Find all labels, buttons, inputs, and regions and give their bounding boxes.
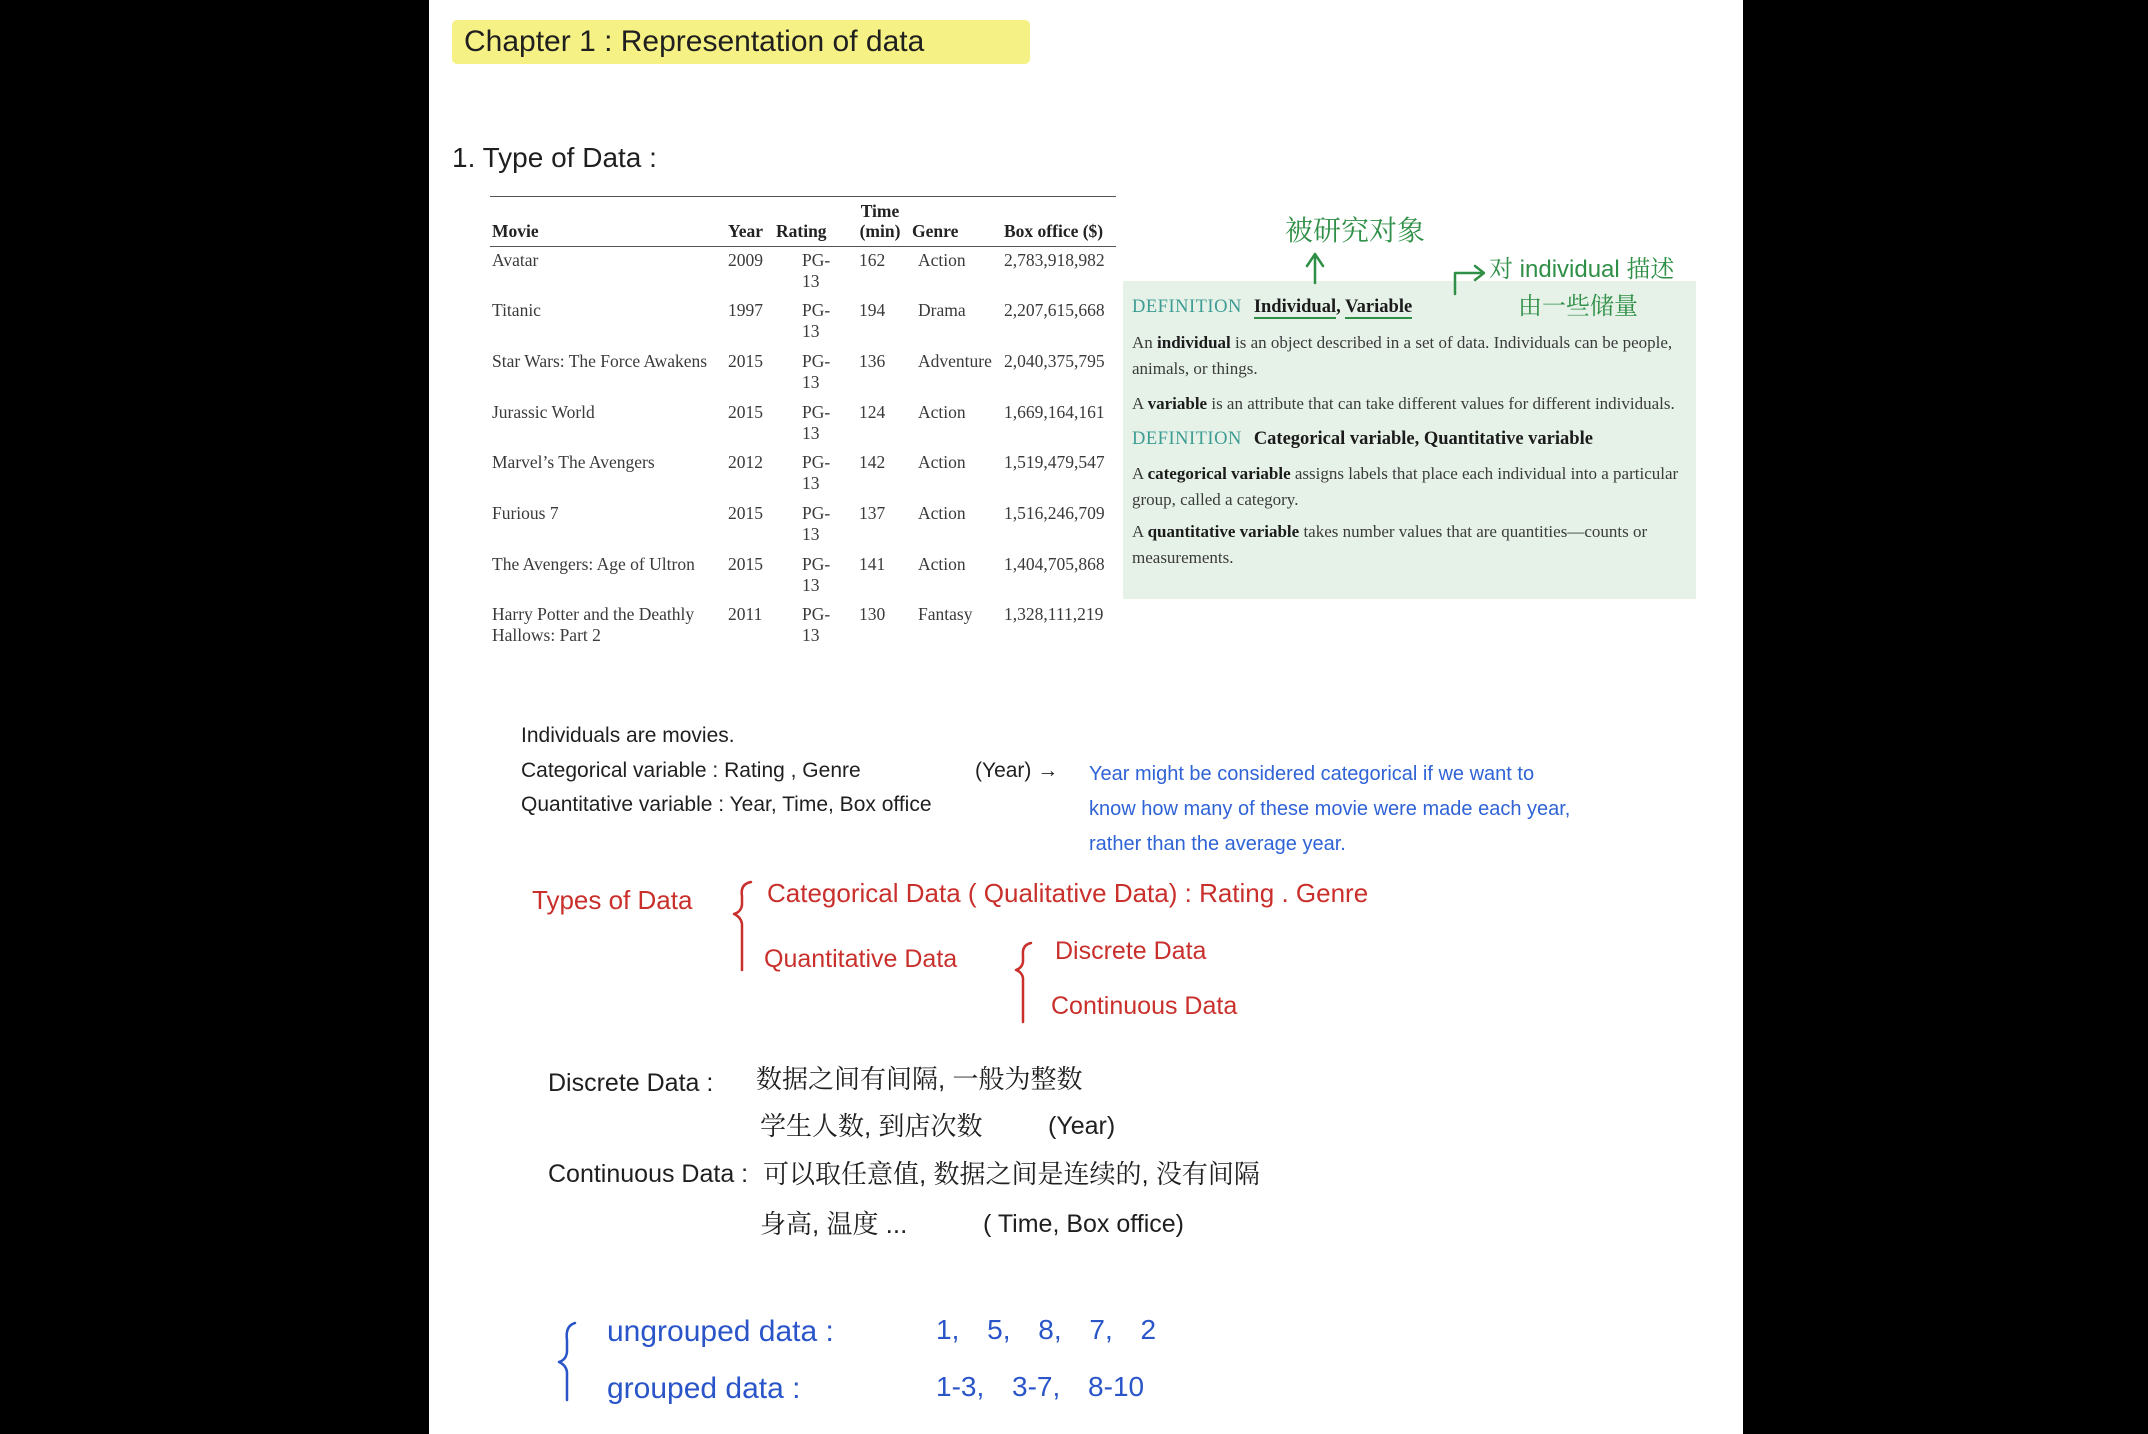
grouped-data-label: grouped data : (607, 1372, 801, 1405)
genre-cell (910, 601, 1002, 652)
definition-variable (1132, 391, 1691, 417)
header-movie: Movie (492, 221, 539, 241)
categorical-variable-note: Categorical variable : Rating , Genre (521, 759, 861, 782)
table-row (490, 601, 1116, 652)
types-of-data-label: Types of Data (532, 885, 693, 915)
time-cell (848, 399, 910, 450)
box-office-cell (1002, 247, 1116, 298)
genre-cell (910, 449, 1002, 500)
rating-value: PG-13 (802, 553, 831, 595)
rating-value: PG-13 (802, 300, 831, 342)
rating-value: PG-13 (802, 452, 831, 494)
rating-cell (774, 500, 848, 551)
box-office-value: 1,669,164,161 (1004, 401, 1105, 422)
genre-value: Adventure (918, 350, 992, 371)
time-value: 137 (859, 502, 886, 523)
text-post: takes number values that are quantities—counts or measurements. (1132, 522, 1648, 567)
time-value: 142 (859, 452, 886, 473)
year-aside-note: (Year) → (975, 759, 1059, 782)
definition-individual (1132, 330, 1691, 382)
genre-cell (910, 247, 1002, 298)
note-line: rather than the average year. (1089, 833, 1346, 855)
year-value: 2009 (728, 250, 763, 270)
movie-table (490, 196, 1116, 652)
rating-cell (774, 399, 848, 450)
definition-quantitative (1132, 519, 1691, 571)
time-value: 136 (859, 350, 886, 371)
table-row (490, 348, 1116, 399)
year-cell (726, 247, 774, 298)
genre-cell (910, 551, 1002, 602)
categorical-data-item: Categorical Data ( Qualitative Data) : Rating . Genre (767, 878, 1369, 908)
describe-individual-annotation: 对 individual 描述 (1489, 256, 1675, 283)
year-value: 2015 (728, 502, 763, 523)
year-value: 2012 (728, 452, 763, 473)
time-cell (848, 247, 910, 298)
movie-value: Furious 7 (492, 502, 559, 523)
text-pre: A (1132, 394, 1148, 413)
bold-term: quantitative variable (1147, 522, 1300, 541)
rating-cell (774, 601, 848, 652)
year-cell (726, 399, 774, 450)
header-rating: Rating (776, 221, 827, 241)
bold-term: individual (1157, 333, 1231, 352)
individuals-note: Individuals are movies. (521, 724, 735, 747)
movie-cell (490, 449, 726, 500)
year-value: 2015 (728, 553, 763, 574)
genre-value: Action (918, 452, 966, 473)
text-pre: A (1132, 464, 1148, 483)
text-pre: An (1132, 333, 1158, 352)
box-office-cell (1002, 500, 1116, 551)
year-value: 2015 (728, 401, 763, 422)
box-office-value: 2,783,918,982 (1004, 250, 1105, 270)
genre-cell (910, 297, 1002, 348)
definition-label: DEFINITION (1132, 429, 1242, 449)
time-cell (848, 500, 910, 551)
time-cell (848, 601, 910, 652)
types-brace-icon (734, 882, 751, 970)
continuous-data-description: 可以取任意值, 数据之间是连续的, 没有间隔 (763, 1159, 1260, 1189)
genre-cell (910, 500, 1002, 551)
text-post: is an object described in a set of data. Individuals can be people, animals, or things. (1132, 333, 1673, 378)
rating-value: PG-13 (802, 350, 831, 392)
rating-cell (774, 551, 848, 602)
page-title: Chapter 1 : Representation of data (464, 25, 925, 58)
box-office-cell (1002, 297, 1116, 348)
header-year: Year (728, 221, 763, 241)
genre-value: Fantasy (918, 604, 973, 625)
table-row (490, 247, 1116, 298)
table-row (490, 551, 1116, 602)
quantitative-data-item: Quantitative Data (764, 945, 958, 973)
definition-terms (1254, 297, 1412, 319)
rating-cell (774, 348, 848, 399)
grouped-data-values: 1-3, 3-7, 8-10 (936, 1371, 1145, 1402)
movie-cell (490, 297, 726, 348)
rating-value: PG-13 (802, 502, 831, 544)
header-box-office: Box office ($) (1004, 221, 1104, 241)
time-value: 124 (859, 401, 886, 422)
time-value: 141 (859, 553, 886, 574)
rating-cell (774, 297, 848, 348)
movie-cell (490, 500, 726, 551)
note-page (429, 0, 1743, 1434)
movie-value: Avatar (492, 250, 539, 270)
up-arrow-icon (1307, 254, 1323, 283)
ungrouped-data-label: ungrouped data : (607, 1315, 834, 1348)
movie-value: Jurassic World (492, 401, 595, 422)
discrete-data-description: 数据之间有间隔, 一般为整数 (756, 1064, 1083, 1094)
definition-heading-2 (1132, 425, 1691, 453)
movie-value: Marvel’s The Avengers (492, 452, 655, 473)
table-row (490, 399, 1116, 450)
box-office-cell (1002, 449, 1116, 500)
table-row (490, 297, 1116, 348)
movie-cell (490, 348, 726, 399)
movie-table-header (490, 197, 1116, 247)
bold-term: variable (1147, 394, 1208, 413)
movie-cell (490, 601, 726, 652)
year-cell (726, 449, 774, 500)
note-line: Year might be considered categorical if we want to (1089, 763, 1535, 785)
by-variables-annotation: 由一些储量 (1518, 293, 1638, 320)
continuous-data-label: Continuous Data : (548, 1160, 749, 1188)
grouping-brace-icon (559, 1323, 575, 1400)
table-row (490, 500, 1116, 551)
box-office-cell (1002, 399, 1116, 450)
genre-value: Action (918, 502, 966, 523)
header-genre: Genre (912, 221, 959, 241)
time-cell (848, 551, 910, 602)
genre-value: Action (918, 401, 966, 422)
continuous-data-aside: ( Time, Box office) (983, 1210, 1184, 1238)
discrete-data-item: Discrete Data (1055, 937, 1207, 965)
box-office-cell (1002, 348, 1116, 399)
year-cell (726, 601, 774, 652)
continuous-data-item: Continuous Data (1051, 992, 1238, 1020)
box-office-value: 2,207,615,668 (1004, 300, 1105, 321)
genre-cell (910, 399, 1002, 450)
year-cell (726, 551, 774, 602)
note-line: know how many of these movie were made each year, (1089, 798, 1571, 820)
box-office-value: 2,040,375,795 (1004, 350, 1105, 371)
term-separator: , (1336, 297, 1346, 317)
bold-term: categorical variable (1147, 464, 1291, 483)
text-post: assigns labels that place each individual into a particular group, called a category. (1132, 464, 1679, 509)
box-office-value: 1,328,111,219 (1004, 604, 1104, 625)
time-value: 194 (859, 300, 886, 321)
movie-value: Star Wars: The Force Awakens (492, 350, 708, 371)
definition-label: DEFINITION (1132, 297, 1242, 317)
rating-value: PG-13 (802, 604, 831, 646)
box-office-value: 1,516,246,709 (1004, 502, 1105, 523)
year-value: 2015 (728, 350, 763, 371)
movie-table-body (490, 247, 1116, 653)
time-value: 162 (859, 250, 886, 270)
time-cell (848, 348, 910, 399)
time-cell (848, 449, 910, 500)
definition-categorical (1132, 461, 1691, 513)
term-variable: Variable (1345, 297, 1413, 317)
header-time-top: Time (860, 201, 900, 221)
genre-value: Drama (918, 300, 966, 321)
ungrouped-data-values: 1, 5, 8, 7, 2 (936, 1314, 1157, 1345)
text-pre: A (1132, 522, 1148, 541)
box-office-cell (1002, 601, 1116, 652)
year-cell (726, 500, 774, 551)
definition-box (1123, 281, 1696, 599)
movie-cell (490, 247, 726, 298)
genre-value: Action (918, 250, 966, 270)
year-value: 2011 (728, 604, 763, 625)
discrete-data-aside: (Year) (1048, 1112, 1116, 1140)
section-heading: 1. Type of Data : (452, 142, 657, 173)
rating-value: PG-13 (802, 401, 831, 443)
year-categorical-note (1089, 757, 1570, 862)
definition-terms: Categorical variable, Quantitative variable (1253, 429, 1593, 449)
header-time (848, 197, 910, 247)
year-value: 1997 (728, 300, 763, 321)
rating-value: PG-13 (802, 250, 831, 291)
rating-cell (774, 247, 848, 298)
box-office-value: 1,519,479,547 (1004, 452, 1105, 473)
header-time-bottom: (min) (859, 221, 901, 241)
time-value: 130 (859, 604, 886, 625)
quantitative-variable-note: Quantitative variable : Year, Time, Box office (521, 793, 932, 816)
rating-cell (774, 449, 848, 500)
continuous-data-examples: 身高, 温度 ... (760, 1209, 908, 1239)
year-cell (726, 297, 774, 348)
studied-object-annotation: 被研究对象 (1285, 215, 1426, 246)
text-post: is an attribute that can take different values for different individuals. (1207, 394, 1675, 413)
quantitative-brace-icon (1016, 943, 1031, 1022)
box-office-cell (1002, 551, 1116, 602)
movie-value: The Avengers: Age of Ultron (492, 553, 695, 574)
movie-value: Harry Potter and the Deathly Hallows: Part 2 (492, 604, 695, 646)
box-office-value: 1,404,705,868 (1004, 553, 1105, 574)
table-row (490, 449, 1116, 500)
discrete-data-examples: 学生人数, 到店次数 (760, 1111, 983, 1141)
header-row (490, 197, 1116, 247)
year-cell (726, 348, 774, 399)
movie-cell (490, 551, 726, 602)
genre-value: Action (918, 553, 966, 574)
genre-cell (910, 348, 1002, 399)
movie-cell (490, 399, 726, 450)
movie-value: Titanic (492, 300, 541, 321)
term-individual: Individual (1253, 297, 1337, 317)
discrete-data-label: Discrete Data : (548, 1069, 714, 1097)
time-cell (848, 297, 910, 348)
